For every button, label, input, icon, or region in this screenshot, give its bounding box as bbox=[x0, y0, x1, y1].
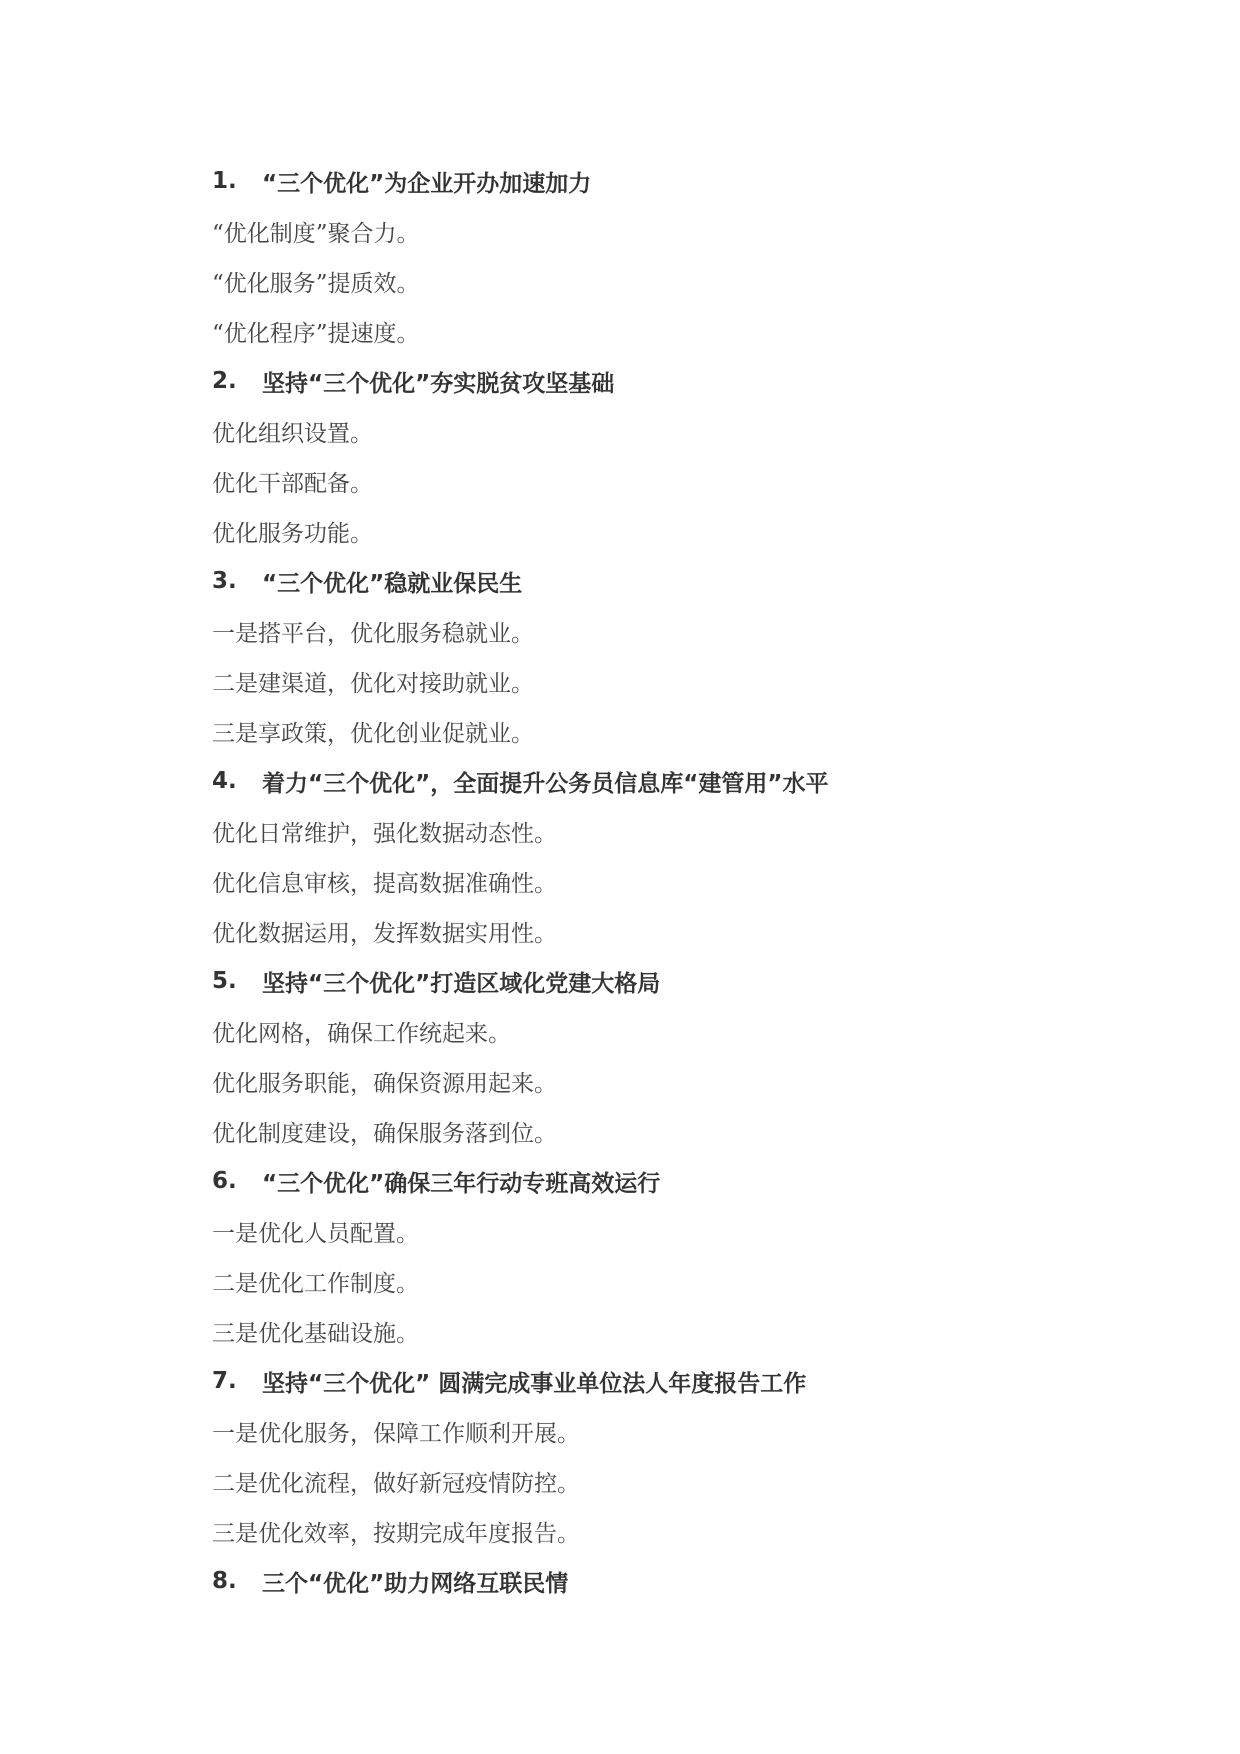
section-line: “优化制度”聚合力。 bbox=[212, 220, 420, 247]
section-line: 优化制度建设，确保服务落到位。 bbox=[212, 1120, 557, 1147]
section-heading bbox=[212, 756, 1072, 806]
section-heading bbox=[212, 1556, 1072, 1606]
section-heading bbox=[212, 1156, 1072, 1206]
section-line: 优化数据运用，发挥数据实用性。 bbox=[212, 920, 557, 947]
section-4 bbox=[212, 756, 1072, 956]
section-number: 3. bbox=[212, 568, 237, 594]
section-title: “三个优化”为企业开办加速加力 bbox=[262, 170, 592, 197]
section-title: 着力“三个优化”，全面提升公务员信息库“建管用”水平 bbox=[262, 770, 829, 797]
section-number: 7. bbox=[212, 1368, 237, 1394]
section-line: “优化服务”提质效。 bbox=[212, 270, 420, 297]
section-number: 1. bbox=[212, 168, 237, 194]
section-heading bbox=[212, 356, 1072, 406]
section-heading bbox=[212, 1356, 1072, 1406]
section-title: 坚持“三个优化”夯实脱贫攻坚基础 bbox=[262, 370, 615, 397]
section-6 bbox=[212, 1156, 1072, 1356]
section-heading bbox=[212, 556, 1072, 606]
section-line: 一是优化服务，保障工作顺利开展。 bbox=[212, 1420, 580, 1447]
section-title: 坚持“三个优化”打造区域化党建大格局 bbox=[262, 970, 661, 997]
section-line: 二是优化工作制度。 bbox=[212, 1270, 419, 1297]
section-heading bbox=[212, 156, 1072, 206]
section-line: 三是优化基础设施。 bbox=[212, 1320, 419, 1347]
section-number: 5. bbox=[212, 968, 237, 994]
section-line: 一是搭平台，优化服务稳就业。 bbox=[212, 620, 534, 647]
section-number: 8. bbox=[212, 1568, 237, 1594]
section-8 bbox=[212, 1556, 1072, 1606]
section-number: 2. bbox=[212, 368, 237, 394]
section-line: 二是建渠道，优化对接助就业。 bbox=[212, 670, 534, 697]
section-1 bbox=[212, 156, 1072, 356]
section-2 bbox=[212, 356, 1072, 556]
section-title: 三个“优化”助力网络互联民情 bbox=[262, 1570, 569, 1597]
section-line: 优化日常维护，强化数据动态性。 bbox=[212, 820, 557, 847]
section-title: “三个优化”稳就业保民生 bbox=[262, 570, 523, 597]
section-number: 4. bbox=[212, 768, 237, 794]
section-line: 优化信息审核，提高数据准确性。 bbox=[212, 870, 557, 897]
section-heading bbox=[212, 956, 1072, 1006]
section-title: 坚持“三个优化” 圆满完成事业单位法人年度报告工作 bbox=[262, 1370, 807, 1397]
section-line: 三是优化效率，按期完成年度报告。 bbox=[212, 1520, 580, 1547]
section-line: 优化网格，确保工作统起来。 bbox=[212, 1020, 511, 1047]
section-line: 优化服务功能。 bbox=[212, 520, 373, 547]
section-3 bbox=[212, 556, 1072, 756]
section-line: 优化组织设置。 bbox=[212, 420, 373, 447]
section-7 bbox=[212, 1356, 1072, 1556]
section-line: 三是享政策，优化创业促就业。 bbox=[212, 720, 534, 747]
section-title: “三个优化”确保三年行动专班高效运行 bbox=[262, 1170, 661, 1197]
section-line: “优化程序”提速度。 bbox=[212, 320, 420, 347]
sections-list bbox=[212, 156, 1072, 1606]
section-5 bbox=[212, 956, 1072, 1156]
section-number: 6. bbox=[212, 1168, 237, 1194]
document-page bbox=[212, 156, 1072, 1606]
section-line: 优化服务职能，确保资源用起来。 bbox=[212, 1070, 557, 1097]
section-line: 一是优化人员配置。 bbox=[212, 1220, 419, 1247]
section-line: 优化干部配备。 bbox=[212, 470, 373, 497]
section-line: 二是优化流程，做好新冠疫情防控。 bbox=[212, 1470, 580, 1497]
